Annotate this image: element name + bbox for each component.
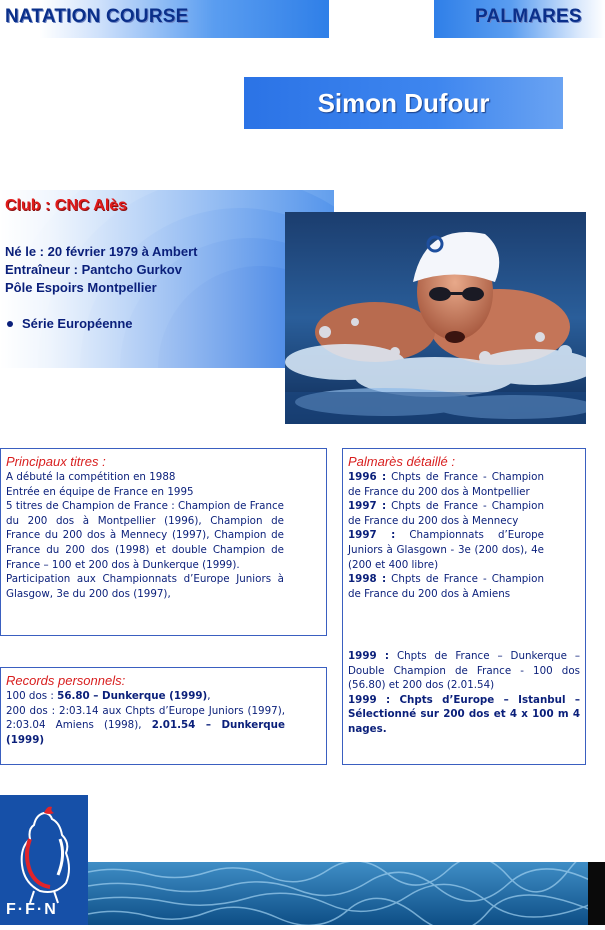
palmares-heading: Palmarès détaillé : [348,454,455,469]
pool-water-strip [88,862,605,925]
palmares-entry [348,470,544,499]
palmares-year: 1996 : [348,471,387,483]
header-left-title: NATATION COURSE [5,6,189,27]
palmares-list [348,470,544,601]
palmares-entry [348,693,580,737]
record-label: 200 dos : 2:03.14 aux Chpts d’Europe Juniors (1997), 2:03.04 Amiens (1998), [6,704,285,732]
header-right-title: PALMARES [475,6,582,27]
records-heading: Records personnels: [6,673,126,688]
record-100-dos [6,689,285,704]
records-text [6,689,285,747]
palmares-entry [348,649,580,693]
coach-info: Entraîneur : Pantcho Gurkov [5,262,182,277]
athlete-name-box [244,77,563,129]
record-200-dos [6,704,285,748]
palmares-text: Chpts de France – Dunkerque – Double Champion de France - 100 dos (56.80) et 200 dos (2.01.54) [348,650,580,692]
palmares-list-wide [348,649,580,737]
titles-heading: Principaux titres : [6,454,106,469]
palmares-text: Chpts de France - Champion de France du 200 dos à Amiens [348,573,544,600]
palmares-year: 1997 : [348,500,387,513]
pole-info: Pôle Espoirs Montpellier [5,280,157,295]
record-suffix: , [207,690,211,702]
records-box [0,667,327,765]
palmares-text: Chpts de France - Champion de France du 200 dos à Mennecy [348,500,544,527]
palmares-box [342,448,586,765]
record-label: 100 dos : [6,690,58,702]
arc-background [0,190,334,368]
palmares-year: 1998 : [348,573,387,586]
record-value: 56.80 – Dunkerque (1999) [57,690,208,702]
titles-line: Participation aux Championnats d’Europe Juniors à Glasgow, 3e du 200 dos (1997), [6,573,284,600]
titles-line: A débuté la compétition en 1988 [6,471,176,483]
palmares-entry [348,528,544,572]
titles-text [6,470,284,601]
club-label: Club : CNC Alès [5,197,128,214]
palmares-year: 1999 : Chpts d’Europe – Istanbul – Sélectionné sur 200 dos et 4 x 100 m 4 nages. [348,693,580,735]
swimmer-photo [285,212,586,424]
titles-line: Entrée en équipe de France en 1995 [6,485,194,498]
palmares-entry [348,572,544,601]
titles-box [0,448,327,636]
palmares-year: 1997 : [348,529,396,542]
birth-info: Né le : 20 février 1979 à Ambert [5,244,198,259]
athlete-name: Simon Dufour [317,87,490,118]
ffn-logo-text: F·F·N [6,901,58,918]
record-value: 2.01.54 – Dunkerque (1999) [6,719,285,746]
bullet-icon [7,321,13,327]
series-info: Série Européenne [22,316,133,331]
palmares-entry [348,499,544,528]
palmares-text: Championnats d’Europe Juniors à Glasgown - 3e (200 dos), 4e (200 et 400 libre) [348,529,544,571]
palmares-year: 1999 : [348,650,390,662]
ffn-logo [0,795,88,925]
titles-line: 5 titres de Champion de France : Champion de France du 200 dos à Montpellier (1996), Champion de France du 200 dos à Mennecy (1997), Champion de France du 200 dos (1998) et double Champion de France – 100 et 200 dos à Dunkerque (1999). [6,500,284,571]
palmares-text: Chpts de France - Champion de France du 200 dos à Montpellier [348,471,544,498]
